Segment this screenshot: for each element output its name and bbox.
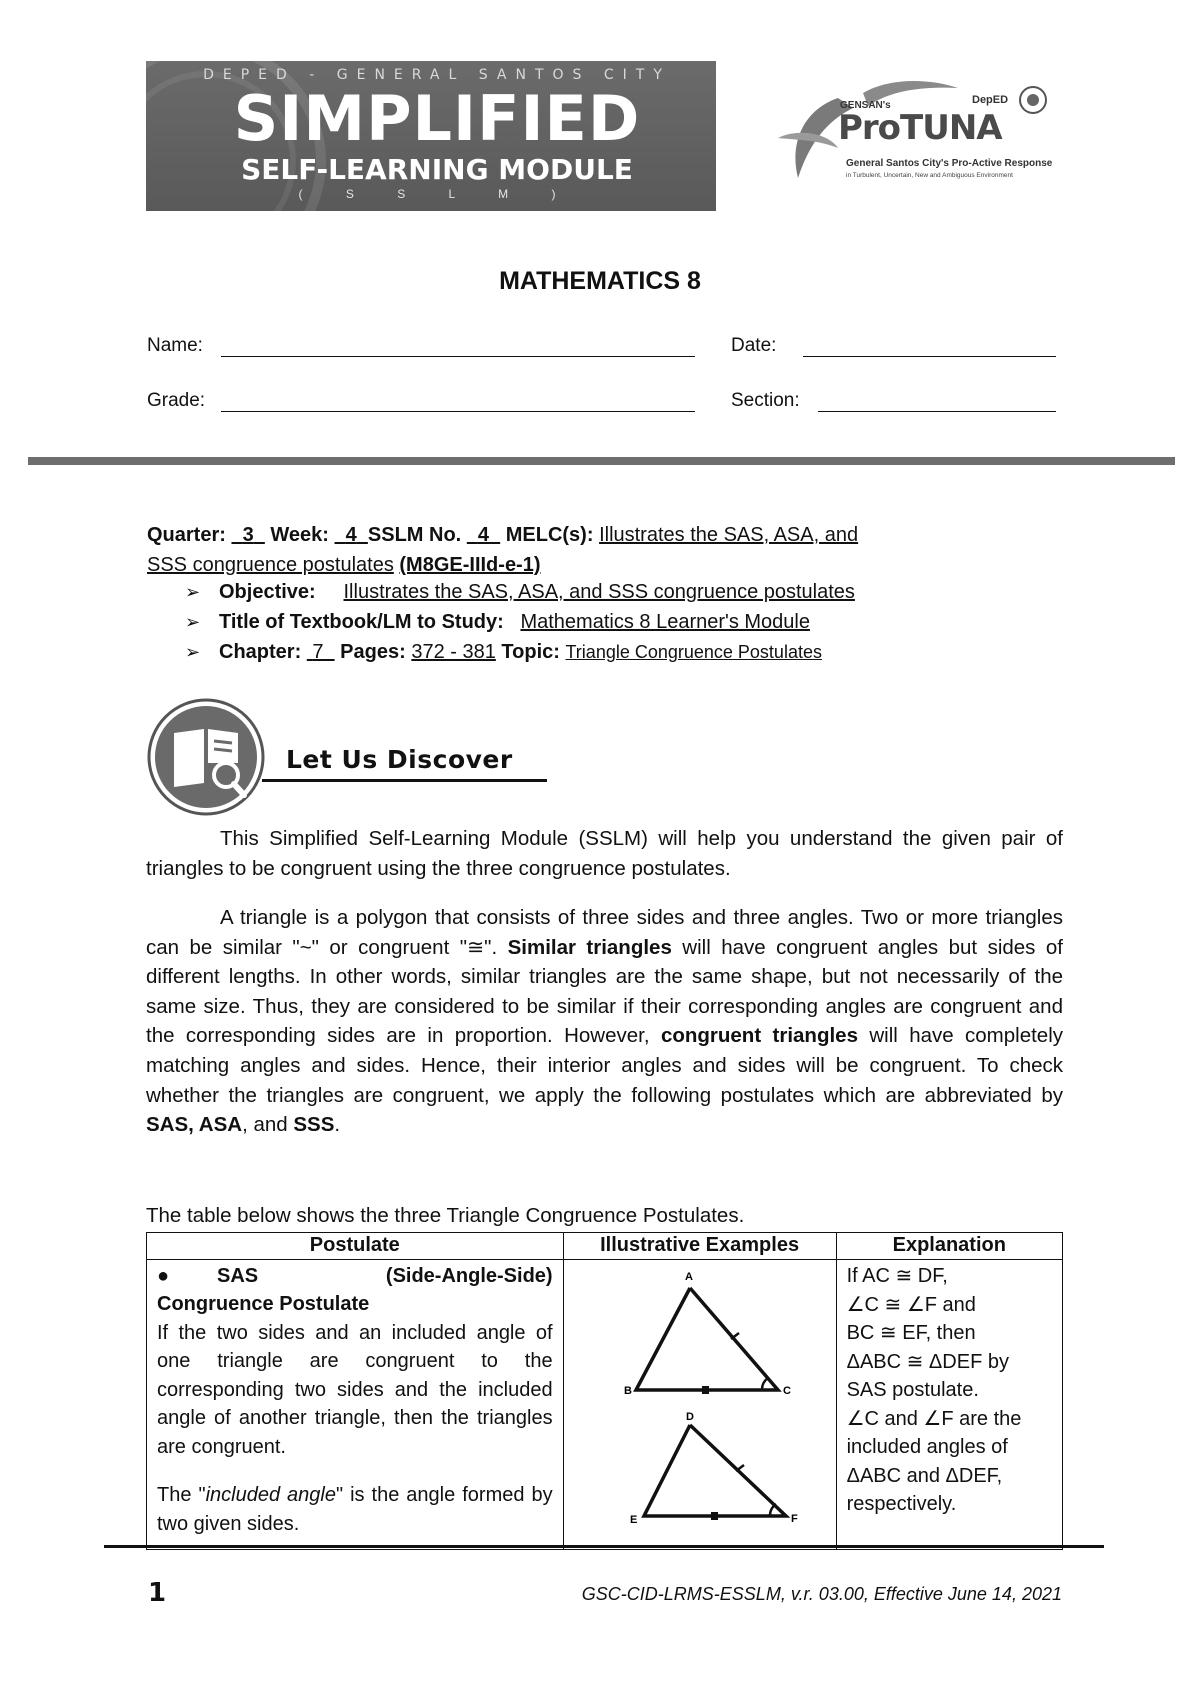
para-text-c: will have congruent angles but sides of different lengths. In other words, similar triangles are the same shape, but not necessarily of the same size. Thus, they are considered to be similar if their corresponding angles are congruent and the corresponding sides are in proportion. However, (146, 935, 1063, 1048)
para-text-e: will have completely matching angles and sides. Hence, their interior angles and sides will be congruent. To check whether the triangles are congruent, we apply the following postulates which are abbreviated by (146, 1024, 1064, 1107)
section-field[interactable] (818, 411, 1056, 412)
sas-definition: If the two sides and an included angle of one triangle are congruent to the corresponding two sides and the included angle of another triangle, then the triangles are congruent. (157, 1321, 553, 1458)
table-row (147, 1260, 1063, 1550)
list-item (185, 607, 855, 637)
sas-postulate-cell (147, 1260, 564, 1550)
discover-heading: Let Us Discover (286, 745, 513, 774)
grade-field[interactable] (221, 411, 695, 412)
bullet-icon: ● (157, 1265, 170, 1287)
arrow-bullet-icon: ➢ (185, 582, 201, 602)
vertex-label-e: E (629, 1514, 637, 1526)
sas-title-line2: Congruence Postulate (157, 1293, 370, 1315)
para-bold-sss: SSS (293, 1113, 335, 1137)
section-label: Section: (731, 390, 800, 411)
explanation-line-4: ΔABC ≅ ΔDEF by (846, 1350, 1009, 1373)
explanation-line-3: BC ≅ EF, then (846, 1322, 976, 1344)
page-number: 1 (148, 1578, 167, 1608)
sas-note: The "included angle" is the angle formed by two given sides. (157, 1484, 553, 1535)
sslm-label: SSLM No. (367, 524, 462, 546)
name-field[interactable] (221, 356, 695, 357)
para-bold-sas-asa: SAS, ASA (146, 1113, 243, 1137)
book-magnifier-icon (146, 697, 266, 817)
vertex-label-d: D (685, 1411, 694, 1423)
sas-abbr: SAS (217, 1265, 259, 1287)
arrow-bullet-icon: ➢ (185, 612, 201, 632)
melc-label: MELC(s): (505, 524, 594, 546)
explanation-line-2: ∠C ≅ ∠F and (846, 1293, 976, 1316)
textbook-label: Title of Textbook/LM to Study: (219, 611, 504, 633)
pages-value: 372 - 381 (411, 641, 496, 663)
document-code: GSC-CID-LRMS-ESSLM, v.r. 03.00, Effective June 14, 2021 (581, 1584, 1062, 1604)
sas-triangles-diagram (564, 1260, 836, 1540)
vertex-label-c: C (782, 1385, 791, 1397)
vertex-label-a: A (684, 1271, 693, 1283)
quarter-value: 3 (242, 524, 254, 546)
logo-protuna-text: ProTUNA (838, 108, 1002, 148)
explanation-line-5: SAS postulate. (846, 1379, 979, 1401)
triangle-abc (624, 1271, 791, 1397)
list-item (185, 577, 855, 607)
list-item (185, 637, 855, 667)
melc-code: (M8GE-IIId-e-1) (399, 554, 541, 576)
date-label: Date: (731, 335, 777, 356)
sslm-banner (146, 61, 716, 211)
protuna-logo (768, 78, 1068, 196)
objective-label: Objective: (219, 581, 316, 603)
triangle-def (630, 1411, 798, 1526)
quarter-info (147, 520, 1047, 580)
logo-tagline-1: General Santos City's Pro-Active Response (846, 158, 1053, 169)
col-header-explanation: Explanation (836, 1233, 1062, 1260)
col-header-postulate: Postulate (147, 1233, 564, 1260)
topic-value: Triangle Congruence Postulates (565, 642, 822, 662)
triangle-paragraph (146, 903, 1063, 1140)
vertex-label-f: F (790, 1513, 798, 1525)
grade-label: Grade: (147, 390, 206, 411)
pages-label: Pages: (340, 641, 406, 663)
logo-deped-text: DepED (972, 94, 1009, 106)
banner-top-line: DEPED - GENERAL SANTOS CITY (203, 67, 671, 83)
para-text-a: A triangle is a polygon that consists of three sides and three angles. Two or more triangles can be similar "~" or congruent "≅". (146, 906, 1063, 959)
para-bold-congruent: congruent triangles (660, 1024, 858, 1048)
objectives-list (185, 577, 855, 667)
footer-divider (104, 1545, 1104, 1548)
textbook-value: Mathematics 8 Learner's Module (520, 611, 810, 633)
name-label: Name: (147, 335, 203, 356)
sas-title-row (157, 1262, 553, 1290)
chapter-value: 7 (312, 641, 324, 663)
vertex-label-b: B (623, 1385, 632, 1397)
included-angle-term: included angle (205, 1484, 336, 1506)
banner-main-title: SIMPLIFIED (233, 82, 641, 155)
table-header-row (147, 1233, 1063, 1260)
melc-text-2: SSS congruence postulates (147, 554, 394, 576)
para-text-i: . (334, 1113, 341, 1137)
postulates-table (146, 1232, 1063, 1550)
chapter-label: Chapter: (219, 641, 302, 663)
objective-value: Illustrates the SAS, ASA, and SSS congruence postulates (343, 581, 855, 603)
discover-underline (262, 779, 547, 782)
col-header-examples: Illustrative Examples (563, 1233, 836, 1260)
sas-explanation-cell (836, 1260, 1062, 1550)
table-intro: The table below shows the three Triangle Congruence Postulates. (146, 1204, 745, 1227)
melc-text-1: Illustrates the SAS, ASA, and (599, 524, 859, 546)
quarter-label: Quarter: (147, 524, 226, 546)
arrow-bullet-icon: ➢ (185, 642, 201, 662)
banner-subtitle: SELF-LEARNING MODULE (241, 153, 633, 186)
sslm-value: 4 (477, 524, 490, 546)
sas-expansion: (Side-Angle-Side) (385, 1265, 553, 1287)
header-divider (28, 457, 1175, 465)
explanation-line-6: ∠C and ∠F are the included angles of ΔABC and ΔDEF, respectively. (846, 1407, 1022, 1515)
para-bold-similar: Similar triangles (507, 935, 672, 959)
para-text-g: , and (242, 1113, 294, 1137)
banner-acronym: ( S S L M ) (298, 187, 576, 201)
sas-illustration-cell (563, 1260, 836, 1550)
logo-tagline-2: in Turbulent, Uncertain, New and Ambiguous Environment (846, 172, 1013, 179)
logo-gensan-text: GENSAN's (840, 100, 891, 111)
date-field[interactable] (803, 356, 1056, 357)
week-value: 4 (345, 524, 357, 546)
page-title: MATHEMATICS 8 (499, 267, 701, 295)
week-label: Week: (270, 524, 329, 546)
intro-text: This Simplified Self-Learning Module (SSLM) will help you understand the given pair of triangles to be congruent using the three congruence postulates. (146, 827, 1063, 880)
topic-label: Topic: (501, 641, 560, 663)
intro-paragraph (146, 824, 1063, 883)
explanation-line-1: If AC ≅ DF, (846, 1265, 948, 1287)
